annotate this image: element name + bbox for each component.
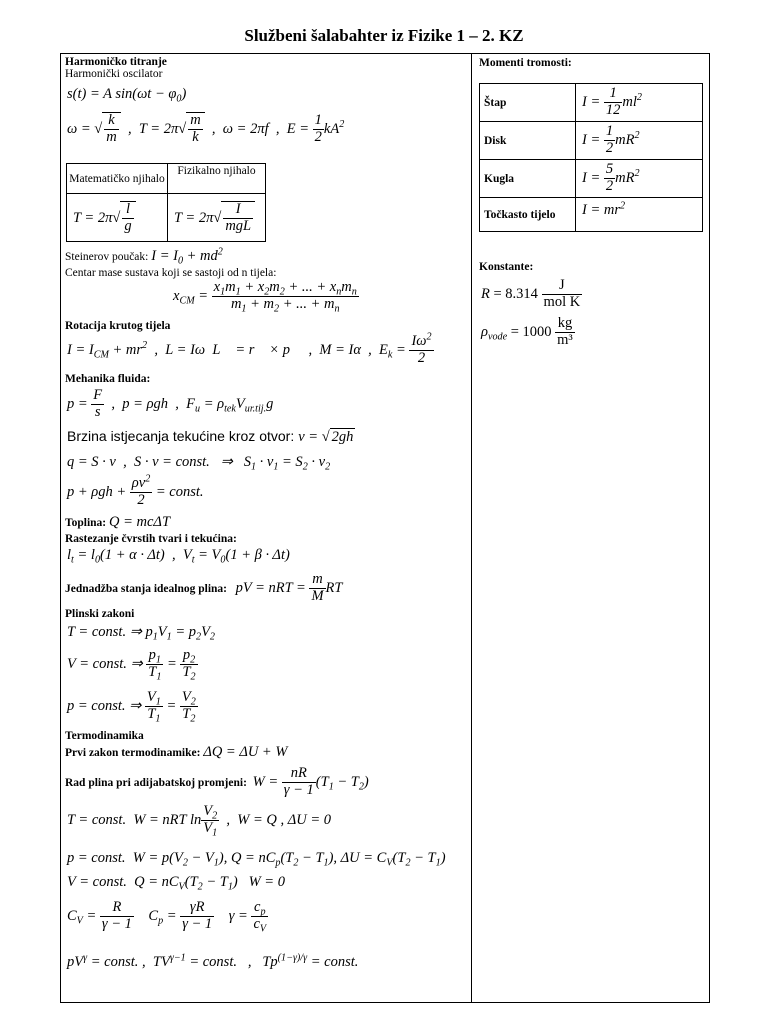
ideal-gas-row: Jednadžba stanja idealnog plina: pV = nRT = $\frac{m}{M}$ RT (65, 571, 343, 604)
moment-formula: I = $\frac{1}{12}$ $ml^2$ (576, 84, 703, 122)
formula-isothermal: T = const. ⇒ $p_1V_1 = p_2V_2$ (67, 624, 215, 643)
moment-row-rod (480, 84, 703, 122)
fluid-heading: Mehanika fluida: (65, 373, 151, 385)
formula-isothermal-work: T = const. W = nRT ln $\frac{V_2}{V_1}$ , W = Q , ΔU = 0 (67, 803, 332, 839)
water-density-unit-num: kg (555, 316, 575, 333)
ideal-gas-label: Jednadžba stanja idealnog plina: (65, 582, 227, 595)
moment-formula: I = $\frac{1}{2}$ $mR^2$ (576, 122, 703, 160)
left-column (61, 54, 472, 1002)
formula-heat-capacities: $C_V$ = $\frac{R}{\gamma - 1}$ $C_p$ = $\frac{\gamma R}{\gamma - 1}$ γ = $\frac{c_p}{c_V}$ (67, 899, 267, 935)
constant-gas: R = 8.314 $\frac{J}{\text{mol K}}$ (481, 277, 581, 310)
formula-bernoulli: p + ρgh + $\frac{\rho v^2}{2}$ = const. (67, 473, 204, 508)
water-density-unit-den: m³ (557, 331, 573, 348)
moment-row-sphere (480, 160, 703, 198)
thermo-heading: Termodinamika (65, 730, 144, 742)
harmonic-oscillator-label: Harmonički oscilator (65, 68, 163, 80)
moment-body: Kugla (480, 160, 576, 198)
steiner-row: Steinerov poučak: $I = I_0 + md^2$ (65, 246, 223, 267)
heat-row: Toplina: Q = mcΔT (65, 514, 171, 530)
outflow-label: Brzina istjecanja tekućine kroz otvor: (67, 428, 295, 444)
formula-physical-pendulum: T = 2π√ $\frac{I}{\text{mgL}}$ (168, 194, 266, 242)
com-text: Centar mase sustava koji se sastoji od n tijela: (65, 267, 277, 279)
formula-isobaric-work: p = const. $W = p(V_2 - V_1)$, $Q = nC_p(T_2 - T_1)$, $\Delta U = C_V(T_2 - T_1)$ (67, 850, 446, 869)
steiner-label: Steinerov poučak: (65, 251, 149, 263)
first-law-label: Prvi zakon termodinamike: (65, 747, 201, 759)
formula-table (60, 53, 710, 1003)
formula-isochoric-work: V = const. $Q = nC_V(T_2 - T_1) W = 0$ (67, 874, 285, 893)
formula-pressure: p = $\frac{F}{s}$ , p = ρgh , $F_u = \rho_{tek}V_{ur.tij.}g$ (67, 387, 274, 420)
adiabatic-label: Rad plina pri adijabatskoj promjeni: (65, 776, 247, 789)
heat-label: Toplina: (65, 517, 107, 529)
gas-constant-unit-num: J (542, 278, 583, 295)
gas-laws-heading: Plinski zakoni (65, 608, 135, 620)
formula-expansion: $l_t = l_0(1 + \alpha \cdot \Delta t)$ , $V_t = V_0(1 + \beta \cdot \Delta t)$ (67, 547, 290, 566)
formula-rotation: $I = I_{CM} + mr^2$ , L = Iω L⃗ = r⃗ × p⃗ , M = Iα , $E_k$ = $\frac{I\omega^2}{2}$ (67, 331, 432, 366)
moments-heading: Momenti tromosti: (479, 57, 572, 69)
right-column (472, 54, 709, 1002)
formula-displacement: s(t) = A $\sin(\omega t - \varphi_0)$ (67, 86, 187, 105)
moment-body: Disk (480, 122, 576, 160)
first-law-row: Prvi zakon termodinamike: ΔQ = ΔU + W (65, 744, 288, 760)
moments-table (479, 83, 703, 232)
outflow-row: Brzina istjecanja tekućine kroz otvor: v = √ 2gh (67, 428, 354, 445)
moment-formula: $I = mr^2$ (576, 198, 703, 232)
constant-water-density: $\rho_{vode} = 1000$ $\frac{kg}{\text{m³}}$ (481, 315, 573, 348)
gas-constant-value: 8.314 (505, 285, 538, 302)
moment-row-point (480, 198, 703, 232)
formula-adiabatic: $pV^\gamma$ = const. , $TV^{\gamma-1}$ = const. , $Tp^{(1-\gamma)/\gamma}$ = const. (67, 952, 359, 970)
moment-body: Točkasto tijelo (480, 198, 576, 232)
expansion-heading: Rastezanje čvrstih tvari i tekućina: (65, 533, 237, 545)
formula-isobaric: p = const. ⇒ $\frac{V_1}{T_1}$ = $\frac{V_2}{T_2}$ (67, 689, 196, 725)
formula-center-of-mass: $x_{CM}$ = $\frac{x_1m_1 + x_2m_2 + ... + x_nm_n}{m_1 + m_2 + ... + m_n}$ (173, 279, 357, 315)
moment-body: Štap (480, 84, 576, 122)
page-title: Službeni šalabahter iz Fizike 1 – 2. KZ (244, 26, 524, 45)
moment-formula: I = $\frac{5}{2}$ $mR^2$ (576, 160, 703, 198)
water-density-value: 1000 (522, 323, 552, 340)
pendulum-table (66, 163, 266, 242)
formula-isochoric: V = const. ⇒ $\frac{p_1}{T_1}$ = $\frac{p_2}{T_2}$ (67, 647, 196, 683)
formula-continuity: q = S · v , S · v = const. ⇒ $S_1 \cdot v_1 = S_2 \cdot v_2$ (67, 454, 331, 473)
formula-math-pendulum: T = 2π√ $\frac{l}{g}$ (67, 194, 168, 242)
header-physical-pendulum: Fizikalno njihalo (168, 164, 266, 194)
constants-heading: Konstante: (479, 261, 534, 273)
moment-row-disk (480, 122, 703, 160)
harmonic-heading: Harmoničko titranje (65, 56, 167, 68)
adiabatic-row: Rad plina pri adijabatskoj promjeni: W = $\frac{nR}{\gamma - 1}$ $(T_1 - T_2)$ (65, 765, 369, 798)
rotation-heading: Rotacija krutog tijela (65, 320, 171, 332)
formula-omega-period: ω = √ $\frac{k}{m}$ , T = 2π√ $\frac{m}{k}$ , ω = 2πf , E = $\frac{1}{2}$ $kA^2$ (67, 112, 345, 145)
gas-constant-unit-den: mol K (543, 293, 581, 310)
header-math-pendulum: Matematičko njihalo (67, 164, 168, 194)
